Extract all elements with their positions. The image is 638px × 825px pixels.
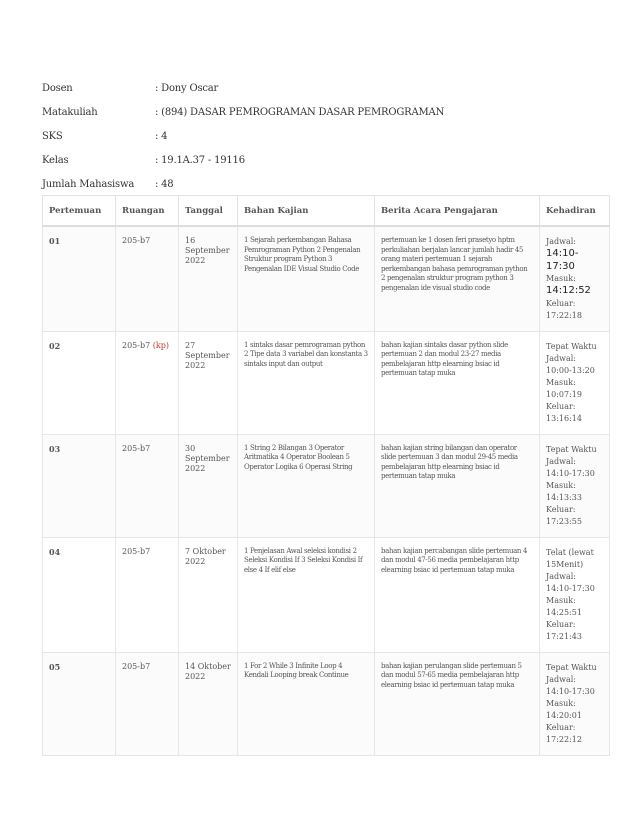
header-pertemuan: Pertemuan (43, 196, 116, 227)
ruangan-text: 205-b7 (122, 443, 151, 453)
header-tanggal: Tanggal (179, 196, 238, 227)
status-text: Tepat Waktu (546, 444, 597, 454)
keluar-label: Keluar: (546, 504, 576, 514)
table-header-row (43, 196, 610, 227)
cell-tanggal: 16 September 2022 (179, 226, 238, 331)
cell-pertemuan: 03 (43, 434, 116, 537)
cell-bahan-kajian: 1 Penjelasan Awal seleksi kondisi 2 Seleksi Kondisi If 3 Seleksi Kondisi If else 4 If elif else (238, 537, 375, 652)
masuk-value: 10:07:19 (546, 389, 582, 399)
cell-kehadiran (540, 537, 610, 652)
status-text: Tepat Waktu (546, 341, 597, 351)
keluar-value: 17:22:12 (546, 734, 582, 744)
cell-berita-acara: bahan kajian sintaks dasar python slide pertemuan 2 dan modul 23-27 media pembelajaran http elearning bsiac id pertemuan tatap muka (375, 331, 540, 434)
cell-tanggal: 14 Oktober 2022 (179, 652, 238, 755)
cell-ruangan (116, 652, 179, 755)
sks-label: SKS (42, 130, 63, 142)
status-text: Tepat Waktu (546, 662, 597, 672)
masuk-label: Masuk: (546, 480, 576, 490)
cell-kehadiran (540, 652, 610, 755)
matakuliah-row (42, 100, 444, 124)
cell-bahan-kajian: 1 String 2 Bilangan 3 Operator Aritmatika 4 Operator Boolean 5 Operator Logika 6 Operasi String (238, 434, 375, 537)
cell-kehadiran (540, 331, 610, 434)
cell-ruangan (116, 226, 179, 331)
jumlah-value: : 48 (155, 178, 174, 190)
attendance-table (42, 195, 610, 756)
jadwal-value: 10:00-13:20 (546, 365, 595, 375)
dosen-row (42, 76, 444, 100)
dosen-value: : Dony Oscar (155, 82, 219, 94)
keluar-value: 17:23:55 (546, 516, 582, 526)
cell-bahan-kajian: 1 For 2 While 3 Infinite Loop 4 Kendali Looping break Continue (238, 652, 375, 755)
cell-berita-acara: bahan kajian perulangan slide pertemuan 5 dan modul 57-65 media pembelajaran http elearning bsiac id pertemuan tatap muka (375, 652, 540, 755)
jadwal-label: Jadwal: (546, 674, 576, 684)
header-berita-acara: Berita Acara Pengajaran (375, 196, 540, 227)
jadwal-label: Jadwal: (546, 237, 576, 246)
cell-bahan-kajian: 1 sintaks dasar pemrograman python 2 Tipe data 3 variabel dan konstanta 3 sintaks input dan output (238, 331, 375, 434)
sks-value: : 4 (155, 130, 168, 142)
keluar-value: 17:21:43 (546, 631, 582, 641)
kp-badge: (kp) (152, 340, 169, 350)
cell-tanggal: 30 September 2022 (179, 434, 238, 537)
cell-berita-acara: bahan kajian string bilangan dan operator slide pertemuan 3 dan modul 29-45 media pembelajaran http elearning bsiac id pertemuan tatap muka (375, 434, 540, 537)
table-row (43, 537, 610, 652)
jadwal-value: 14:10-17:30 (546, 468, 595, 478)
ruangan-text: 205-b7 (122, 546, 151, 556)
masuk-value: 14:12:52 (546, 285, 591, 296)
keluar-label: Keluar: (546, 298, 576, 308)
table-row (43, 652, 610, 755)
ruangan-text: 205-b7 (122, 340, 151, 350)
ruangan-text: 205-b7 (122, 661, 151, 671)
jadwal-label: Jadwal: (546, 456, 576, 466)
jadwal-value: 14:10-17:30 (546, 686, 595, 696)
keluar-label: Keluar: (546, 722, 576, 732)
jumlah-label: Jumlah Mahasiswa (42, 178, 135, 190)
masuk-label: Masuk: (546, 274, 576, 283)
cell-kehadiran (540, 434, 610, 537)
keluar-value: 13:16:14 (546, 413, 582, 423)
matakuliah-value: : (894) DASAR PEMROGRAMAN DASAR PEMROGRAMAN (155, 106, 445, 118)
masuk-label: Masuk: (546, 377, 576, 387)
table-row (43, 434, 610, 537)
jadwal-value: 14:10-17:30 (546, 583, 595, 593)
cell-pertemuan: 02 (43, 331, 116, 434)
cell-pertemuan: 04 (43, 537, 116, 652)
masuk-value: 14:20:01 (546, 710, 582, 720)
masuk-label: Masuk: (546, 698, 576, 708)
cell-ruangan (116, 537, 179, 652)
kelas-value: : 19.1A.37 - 19116 (155, 154, 245, 166)
cell-tanggal: 27 September 2022 (179, 331, 238, 434)
keluar-label: Keluar: (546, 619, 576, 629)
header-bahan-kajian: Bahan Kajian (238, 196, 375, 227)
cell-pertemuan: 05 (43, 652, 116, 755)
table-row (43, 226, 610, 331)
cell-ruangan (116, 434, 179, 537)
keluar-label: Keluar: (546, 401, 576, 411)
jadwal-label: Jadwal: (546, 571, 576, 581)
cell-kehadiran (540, 226, 610, 331)
header-ruangan: Ruangan (116, 196, 179, 227)
kelas-row (42, 148, 444, 172)
kelas-label: Kelas (42, 154, 69, 166)
cell-tanggal: 7 Oktober 2022 (179, 537, 238, 652)
keluar-value: 17:22:18 (546, 310, 582, 320)
matakuliah-label: Matakuliah (42, 106, 98, 118)
cell-ruangan (116, 331, 179, 434)
course-info (42, 76, 444, 196)
sks-row (42, 124, 444, 148)
cell-berita-acara: bahan kajian percabangan slide pertemuan 4 dan modul 47-56 media pembelajaran http elearning bsiac id pertemuan tatap muka (375, 537, 540, 652)
status-text: Telat (lewat 15Menit) (546, 547, 594, 569)
cell-berita-acara: pertemuan ke 1 dosen feri prasetyo hptm perkuliahan berjalan lancar jumlah hadir 45 orang materi pertemuan 1 sejarah perkembangan bahasa pemrograman python 2 pengenalan struktur program python 3 pengenalan ide visual studio code (375, 226, 540, 331)
jadwal-value: 14:10-17:30 (546, 248, 579, 272)
cell-pertemuan: 01 (43, 226, 116, 331)
header-kehadiran: Kehadiran (540, 196, 610, 227)
jadwal-label: Jadwal: (546, 353, 576, 363)
jumlah-row (42, 172, 444, 196)
dosen-label: Dosen (42, 82, 73, 94)
cell-bahan-kajian: 1 Sejarah perkembangan Bahasa Pemrograman Python 2 Pengenalan Struktur program Python 3 Pengenalan IDE Visual Studio Code (238, 226, 375, 331)
table-row (43, 331, 610, 434)
masuk-value: 14:25:51 (546, 607, 582, 617)
ruangan-text: 205-b7 (122, 236, 151, 245)
masuk-value: 14:13:33 (546, 492, 582, 502)
masuk-label: Masuk: (546, 595, 576, 605)
